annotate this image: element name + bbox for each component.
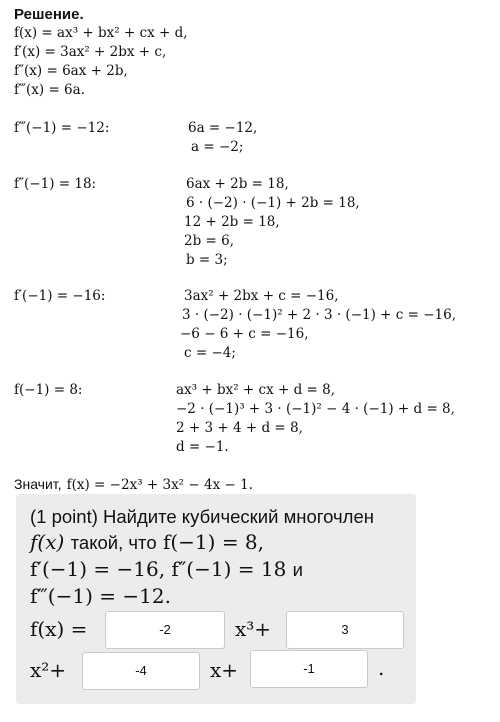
conclusion (14, 474, 253, 494)
general-formula-4: f‴(x) = 6a. (14, 82, 85, 98)
conclusion-formula: f(x) = −2x³ + 3x² − 4x − 1. (66, 477, 253, 493)
step: 6ax + 2b = 18, (186, 176, 289, 192)
and-text: и (292, 559, 304, 580)
condition-f1: f′(−1) = −16: (14, 288, 106, 304)
conclusion-label: Значит, (14, 476, 62, 492)
solution-title: Решение. (14, 6, 84, 23)
such-that-text: такой, что (70, 532, 157, 553)
problem-card (16, 494, 416, 704)
problem-line-4 (30, 584, 171, 608)
step: −2 · (−1)³ + 3 · (−1)² − 4 · (−1) + d = 8, (176, 401, 455, 417)
answer-a-input[interactable]: -2 (105, 611, 225, 649)
general-formula-3: f″(x) = 6ax + 2b, (14, 63, 128, 79)
answer-d-input[interactable]: -1 (250, 650, 368, 688)
conditions-derivatives: f′(−1) = −16, f″(−1) = 18 (30, 557, 287, 581)
condition-third-derivative: f‴(−1) = −12. (30, 584, 171, 608)
problem-header (30, 504, 374, 528)
problem-line-3 (30, 557, 303, 581)
answer-b-input[interactable]: 3 (286, 611, 404, 649)
step: b = 3; (186, 252, 228, 268)
fx-math: f(x) (30, 530, 65, 554)
end-dot: . (378, 656, 385, 680)
condition-f0: f(−1) = 8: (14, 382, 83, 398)
answer-c-input[interactable]: -4 (82, 652, 200, 690)
fx-label: f(x) = (30, 617, 88, 641)
problem-line-2 (30, 530, 264, 554)
step: 2b = 6, (184, 233, 235, 249)
step: 2 + 3 + 4 + d = 8, (176, 420, 303, 436)
x3-label: x³+ (235, 617, 272, 641)
step: d = −1. (176, 439, 229, 455)
x2-label: x²+ (30, 658, 67, 682)
general-formula-2: f′(x) = 3ax² + 2bx + c, (14, 44, 167, 60)
step: 6a = −12, (188, 120, 258, 136)
step: 3 · (−2) · (−1)² + 2 · 3 · (−1) + c = −16, (182, 307, 457, 323)
step: a = −2; (191, 139, 244, 155)
condition-f2: f″(−1) = 18: (14, 176, 97, 192)
condition-f3: f‴(−1) = −12: (14, 120, 110, 136)
step: 6 · (−2) · (−1) + 2b = 18, (186, 195, 360, 211)
step: c = −4; (184, 345, 236, 361)
step: −6 − 6 + c = −16, (180, 326, 309, 342)
step: ax³ + bx² + cx + d = 8, (176, 382, 336, 398)
x-label: x+ (210, 658, 239, 682)
problem-header-text: (1 point) Найдите кубический многочлен (30, 506, 374, 527)
condition-f-minus1: f(−1) = 8, (162, 530, 265, 554)
step: 12 + 2b = 18, (184, 214, 280, 230)
general-formula-1: f(x) = ax³ + bx² + cx + d, (14, 25, 188, 41)
step: 3ax² + 2bx + c = −16, (184, 288, 339, 304)
